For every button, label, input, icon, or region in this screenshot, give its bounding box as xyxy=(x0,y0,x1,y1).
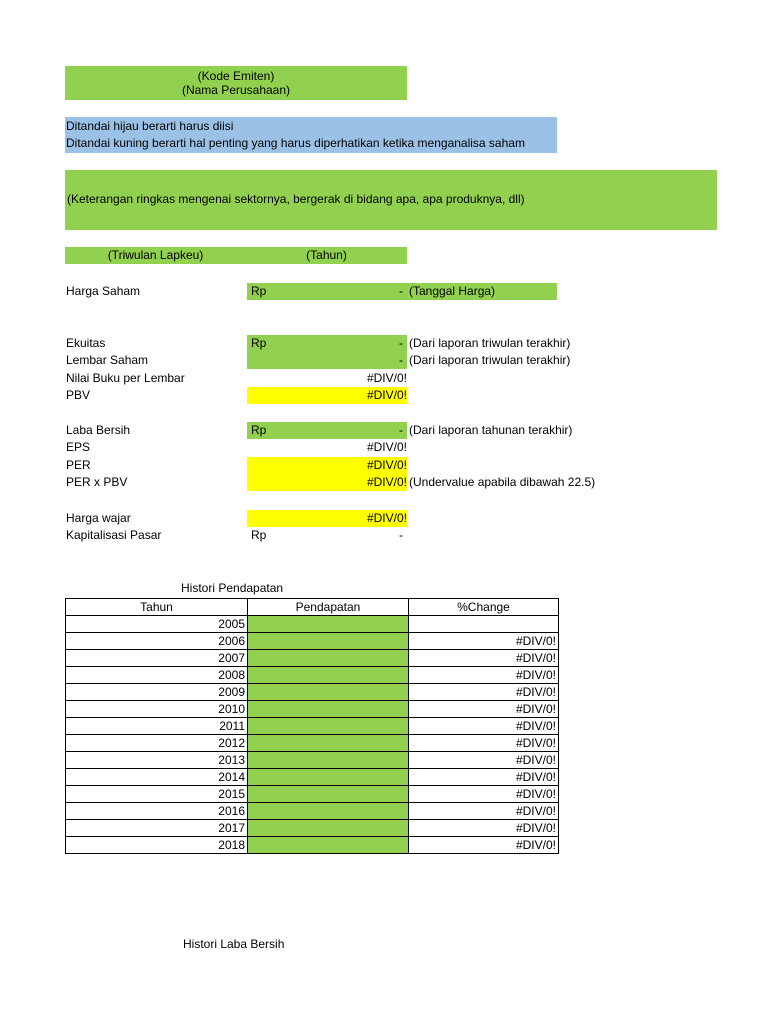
pendapatan-input-cell[interactable] xyxy=(248,820,409,837)
change-cell: #DIV/0! xyxy=(409,769,559,786)
pendapatan-input-cell[interactable] xyxy=(248,837,409,854)
harga-wajar-value: #DIV/0! xyxy=(247,510,407,527)
per-label: PER xyxy=(66,458,91,472)
lembar-saham-cell[interactable] xyxy=(247,352,407,369)
table-row xyxy=(66,667,559,684)
histori-pendapatan-title: Histori Pendapatan xyxy=(181,581,284,595)
laba-bersih-value: - xyxy=(399,423,403,437)
laba-bersih-currency: Rp xyxy=(251,423,267,437)
pendapatan-input-cell[interactable] xyxy=(248,769,409,786)
year-cell: 2007 xyxy=(66,650,248,667)
period-tahun[interactable]: (Tahun) xyxy=(246,247,407,264)
tanggal-harga-cell[interactable] xyxy=(407,283,557,300)
kapitalisasi-label: Kapitalisasi Pasar xyxy=(66,528,162,542)
change-cell: #DIV/0! xyxy=(409,786,559,803)
harga-saham-cell[interactable] xyxy=(247,283,407,300)
year-cell: 2005 xyxy=(66,616,248,633)
year-cell: 2008 xyxy=(66,667,248,684)
header-block[interactable] xyxy=(65,66,407,100)
nilai-buku-label: Nilai Buku per Lembar xyxy=(66,371,185,385)
per-pbv-value: #DIV/0! xyxy=(247,474,407,491)
lembar-saham-note: (Dari laporan triwulan terakhir) xyxy=(409,353,571,367)
change-cell xyxy=(409,616,559,633)
pendapatan-input-cell[interactable] xyxy=(248,667,409,684)
change-cell: #DIV/0! xyxy=(409,667,559,684)
change-cell: #DIV/0! xyxy=(409,684,559,701)
year-cell: 2014 xyxy=(66,769,248,786)
nilai-buku-value: #DIV/0! xyxy=(366,371,407,385)
change-cell: #DIV/0! xyxy=(409,701,559,718)
change-cell: #DIV/0! xyxy=(409,803,559,820)
harga-saham-value: - xyxy=(399,284,403,298)
change-cell: #DIV/0! xyxy=(409,837,559,854)
histori-laba-title: Histori Laba Bersih xyxy=(183,937,285,951)
table-row xyxy=(66,701,559,718)
legend-block xyxy=(65,117,557,153)
ekuitas-value: - xyxy=(399,336,403,350)
pendapatan-input-cell[interactable] xyxy=(248,701,409,718)
period-triwulan[interactable]: (Triwulan Lapkeu) xyxy=(65,247,246,264)
per-pbv-note: (Undervalue apabila dibawah 22.5) xyxy=(409,475,596,489)
table-row xyxy=(66,769,559,786)
pendapatan-input-cell[interactable] xyxy=(248,735,409,752)
per-pbv-label: PER x PBV xyxy=(66,475,128,489)
year-cell: 2018 xyxy=(66,837,248,854)
table-header-row xyxy=(66,599,559,616)
change-cell: #DIV/0! xyxy=(409,650,559,667)
pendapatan-input-cell[interactable] xyxy=(248,616,409,633)
year-cell: 2016 xyxy=(66,803,248,820)
lembar-saham-label: Lembar Saham xyxy=(66,353,149,367)
laba-bersih-label: Laba Bersih xyxy=(66,423,131,437)
year-cell: 2015 xyxy=(66,786,248,803)
table-row xyxy=(66,752,559,769)
kapitalisasi-cell xyxy=(247,527,407,544)
description-text: (Keterangan ringkas mengenai sektornya, bergerak di bidang apa, apa produknya, dll) xyxy=(67,192,525,206)
table-row xyxy=(66,650,559,667)
pendapatan-input-cell[interactable] xyxy=(248,684,409,701)
table-row xyxy=(66,820,559,837)
ekuitas-label: Ekuitas xyxy=(66,336,106,350)
year-cell: 2011 xyxy=(66,718,248,735)
table-row xyxy=(66,718,559,735)
eps-label: EPS xyxy=(66,440,91,454)
table-row xyxy=(66,735,559,752)
year-cell: 2006 xyxy=(66,633,248,650)
change-cell: #DIV/0! xyxy=(409,752,559,769)
year-cell: 2010 xyxy=(66,701,248,718)
change-cell: #DIV/0! xyxy=(409,820,559,837)
per-value: #DIV/0! xyxy=(247,457,407,474)
legend-green: Ditandai hijau berarti harus diisi xyxy=(66,119,234,133)
legend-yellow: Ditandai kuning berarti hal penting yang harus diperhatikan ketika menganalisa saham xyxy=(66,136,525,150)
harga-wajar-label: Harga wajar xyxy=(66,511,131,525)
laba-bersih-cell[interactable] xyxy=(247,422,407,439)
year-cell: 2017 xyxy=(66,820,248,837)
ekuitas-currency: Rp xyxy=(251,336,267,350)
pbv-label: PBV xyxy=(66,388,91,402)
kode-emiten: (Kode Emiten) xyxy=(197,69,275,83)
description-block[interactable] xyxy=(65,170,717,230)
table-row xyxy=(66,803,559,820)
kapitalisasi-currency: Rp xyxy=(251,528,267,542)
tanggal-harga-text: (Tanggal Harga) xyxy=(409,284,496,298)
pendapatan-input-cell[interactable] xyxy=(248,803,409,820)
eps-value: #DIV/0! xyxy=(366,440,407,454)
col-change: %Change xyxy=(409,599,559,616)
change-cell: #DIV/0! xyxy=(409,718,559,735)
table-row xyxy=(66,616,559,633)
change-cell: #DIV/0! xyxy=(409,735,559,752)
nama-perusahaan: (Nama Perusahaan) xyxy=(181,83,291,97)
table-row xyxy=(66,684,559,701)
harga-saham-currency: Rp xyxy=(251,284,267,298)
pendapatan-input-cell[interactable] xyxy=(248,786,409,803)
histori-pendapatan-table xyxy=(65,598,559,854)
year-cell: 2009 xyxy=(66,684,248,701)
ekuitas-note: (Dari laporan triwulan terakhir) xyxy=(409,336,571,350)
pendapatan-input-cell[interactable] xyxy=(248,718,409,735)
lembar-saham-value: - xyxy=(399,353,403,367)
ekuitas-cell[interactable] xyxy=(247,335,407,352)
pendapatan-input-cell[interactable] xyxy=(248,633,409,650)
table-row xyxy=(66,837,559,854)
harga-saham-label: Harga Saham xyxy=(66,284,141,298)
col-tahun: Tahun xyxy=(66,599,248,616)
table-row xyxy=(66,633,559,650)
year-cell: 2012 xyxy=(66,735,248,752)
pbv-value: #DIV/0! xyxy=(247,387,407,404)
kapitalisasi-value: - xyxy=(399,528,403,542)
year-cell: 2013 xyxy=(66,752,248,769)
pendapatan-input-cell[interactable] xyxy=(248,752,409,769)
pendapatan-input-cell[interactable] xyxy=(248,650,409,667)
table-row xyxy=(66,786,559,803)
laba-bersih-note: (Dari laporan tahunan terakhir) xyxy=(409,423,573,437)
change-cell: #DIV/0! xyxy=(409,633,559,650)
col-pendapatan: Pendapatan xyxy=(248,599,409,616)
